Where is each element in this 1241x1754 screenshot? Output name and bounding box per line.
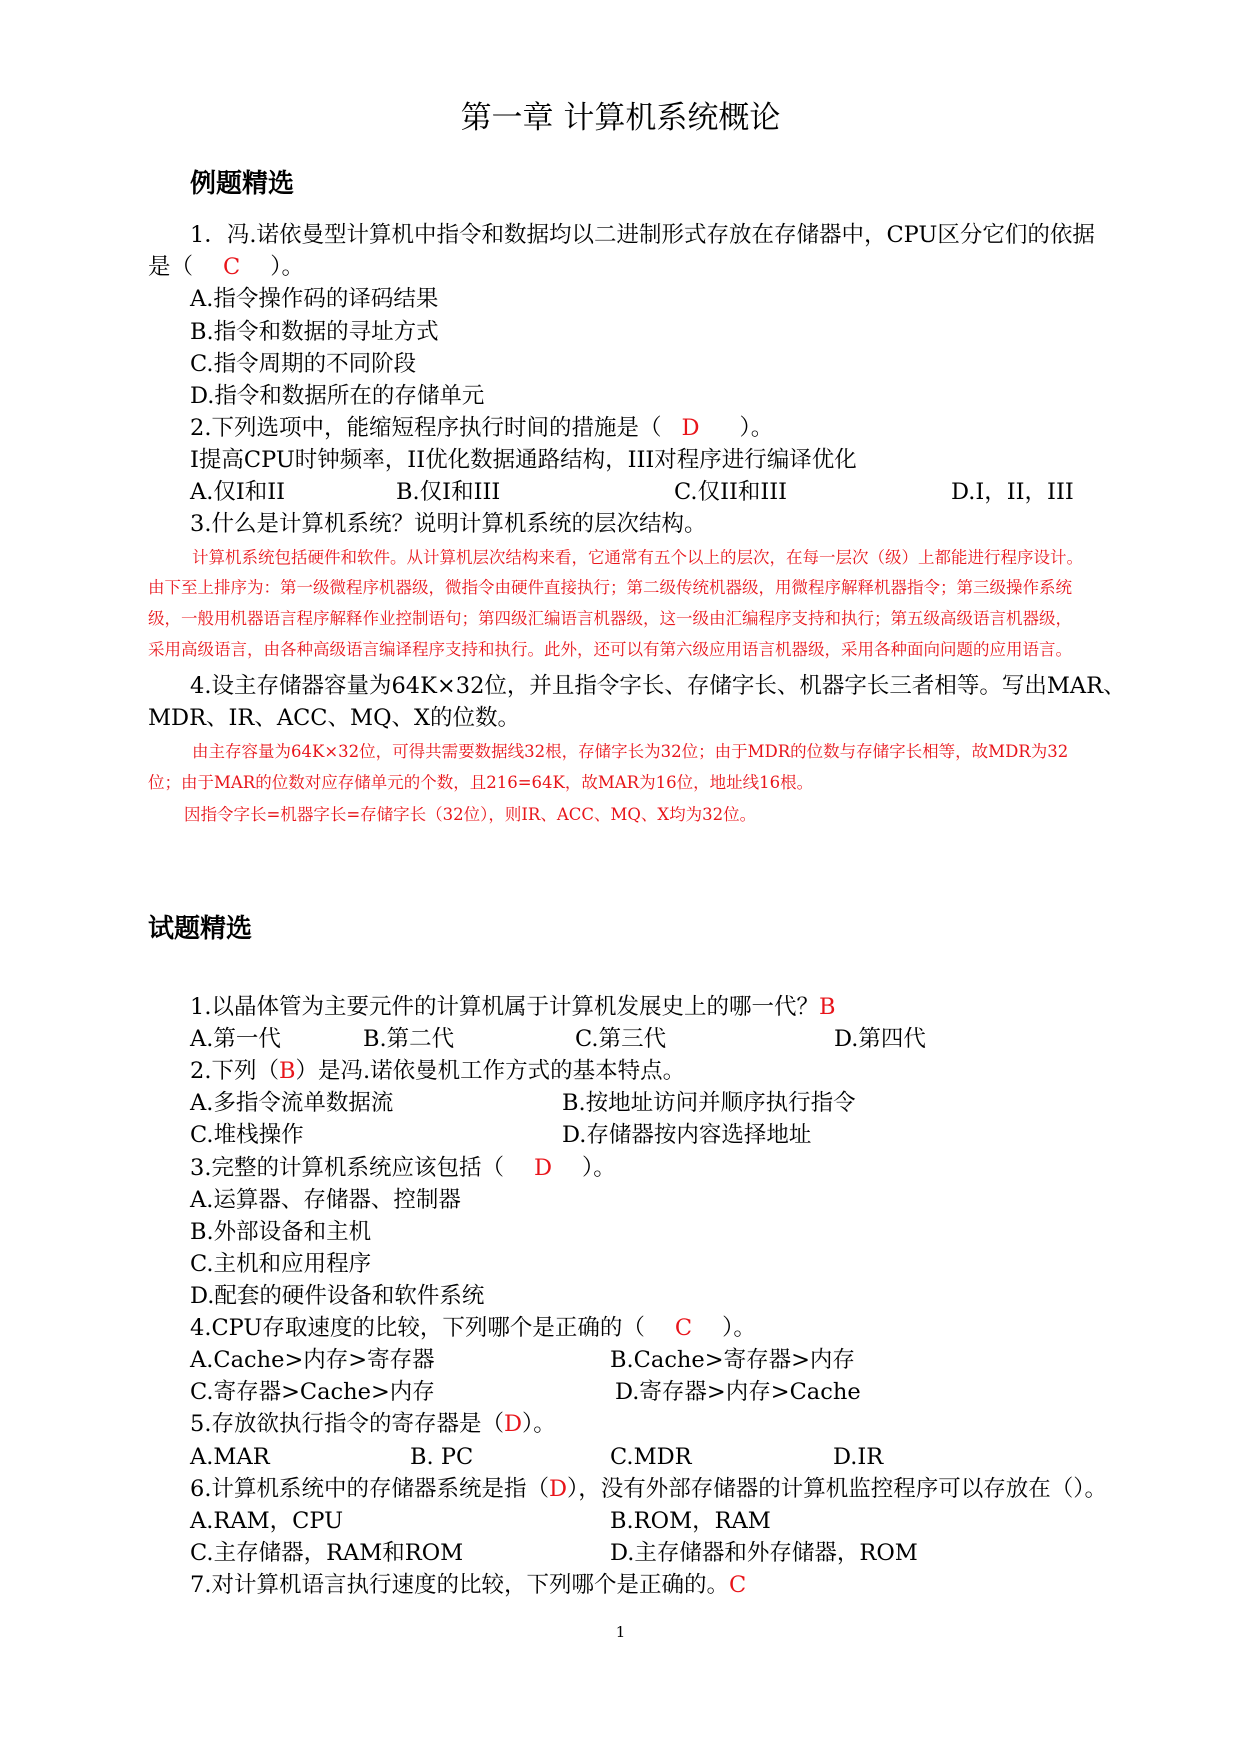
test-q2-post: ）是冯.诺依曼机工作方式的基本特点。 <box>295 1058 686 1084</box>
example-q1-option-b: B.指令和数据的寻址方式 <box>190 319 439 345</box>
example-q2-option-b: B.仅I和III <box>396 479 501 505</box>
test-q3-option-b: B.外部设备和主机 <box>190 1219 372 1245</box>
example-q2-post: ）。 <box>739 415 774 441</box>
section-heading-examples: 例题精选 <box>190 169 295 199</box>
test-q6-post: ），没有外部存储器的计算机监控程序可以存放在（）。 <box>567 1476 1108 1502</box>
test-q2-answer: B <box>278 1058 296 1084</box>
example-q4-line1: 4.设主存储器容量为64K×32位，并且指令字长、存储字长、机器字长三者相等。写出MAR、 <box>190 673 1126 699</box>
test-q4-option-d: D.寄存器>内存>Cache <box>615 1379 861 1405</box>
example-q4-answer-line1: 由主存容量为64K×32位，可得共需要数据线32根，存储字长为32位；由于MDR的位数与存储字长相等，故MDR为32 <box>192 742 1069 761</box>
test-q4-question <box>190 1313 756 1343</box>
example-q1-line1: 1．冯.诺依曼型计算机中指令和数据均以二进制形式存放在存储器中，CPU区分它们的依据 <box>190 222 1095 248</box>
example-q2-answer: D <box>681 415 700 441</box>
test-q5-question <box>190 1409 556 1439</box>
test-q3-question <box>190 1153 616 1183</box>
test-q6-answer: D <box>548 1476 568 1502</box>
example-q2-option-d: D.I，II，III <box>951 479 1074 505</box>
test-q7-answer: C <box>728 1572 747 1598</box>
test-q3-option-d: D.配套的硬件设备和软件系统 <box>190 1283 485 1309</box>
example-q2-pre: 2.下列选项中，能缩短程序执行时间的措施是（ <box>190 415 662 441</box>
test-q1-answer: B <box>818 994 836 1020</box>
example-q3-question: 3.什么是计算机系统？说明计算机系统的层次结构。 <box>190 511 707 537</box>
example-q4-answer-line3: 因指令字长=机器字长=存储字长（32位），则IR、ACC、MQ、X均为32位。 <box>184 805 757 824</box>
test-q5-pre: 5.存放欲执行指令的寄存器是（ <box>190 1411 504 1437</box>
example-q3-answer-line4: 采用高级语言，由各种高级语言编译程序支持和执行。此外，还可以有第六级应用语言机器级，采用各种面向问题的应用语言。 <box>148 640 1072 659</box>
example-q1-option-a: A.指令操作码的译码结果 <box>190 286 439 312</box>
test-q7-question <box>190 1570 746 1600</box>
test-q6-pre: 6.计算机系统中的存储器系统是指（ <box>190 1476 549 1502</box>
test-q3-option-a: A.运算器、存储器、控制器 <box>190 1187 461 1213</box>
test-q7-pre: 7.对计算机语言执行速度的比较，下列哪个是正确的。 <box>190 1572 729 1598</box>
example-q3-answer-line3: 级，一般用机器语言程序解释作业控制语句；第四级汇编语言机器级，这一级由汇编程序支持和执行；第五级高级语言机器级， <box>148 609 1072 628</box>
test-q4-post: ）。 <box>722 1315 756 1341</box>
test-q4-option-a: A.Cache>内存>寄存器 <box>190 1347 435 1373</box>
test-q2-pre: 2.下列（ <box>190 1058 279 1084</box>
test-q1-option-a: A.第一代 <box>190 1026 281 1052</box>
test-q6-option-d: D.主存储器和外存储器，ROM <box>610 1540 918 1566</box>
page-number: 1 <box>615 1623 626 1641</box>
test-q6-option-c: C.主存储器，RAM和ROM <box>190 1540 464 1566</box>
example-q1-option-c: C.指令周期的不同阶段 <box>190 351 417 377</box>
test-q6-option-a: A.RAM，CPU <box>190 1508 344 1534</box>
example-q2-option-c: C.仅II和III <box>674 479 788 505</box>
section-heading-tests: 试题精选 <box>148 914 253 944</box>
chapter-title: 第一章 计算机系统概论 <box>460 100 781 136</box>
test-q2-question <box>190 1056 685 1086</box>
test-q6-option-b: B.ROM，RAM <box>610 1508 771 1534</box>
test-q1-option-c: C.第三代 <box>575 1026 667 1052</box>
test-q2-option-b: B.按地址访问并顺序执行指令 <box>562 1090 856 1116</box>
test-q4-option-b: B.Cache>寄存器>内存 <box>610 1347 855 1373</box>
test-q3-answer: D <box>533 1155 553 1181</box>
test-q1-question <box>190 992 836 1022</box>
test-q3-option-c: C.主机和应用程序 <box>190 1251 372 1277</box>
test-q1-option-b: B.第二代 <box>363 1026 455 1052</box>
example-q2-question <box>190 413 773 443</box>
test-q5-option-d: D.IR <box>833 1444 884 1470</box>
example-q2-statement: I提高CPU时钟频率，II优化数据通路结构，III对程序进行编译优化 <box>190 447 857 473</box>
example-q1-answer: C <box>223 254 241 280</box>
example-q3-answer-line2: 由下至上排序为：第一级微程序机器级，微指令由硬件直接执行；第二级传统机器级，用微程序解释机器指令；第三级操作系统 <box>148 578 1072 597</box>
example-q1-line2 <box>148 252 304 282</box>
test-q4-pre: 4.CPU存取速度的比较，下列哪个是正确的（ <box>190 1315 645 1341</box>
example-q2-option-a: A.仅I和II <box>190 479 286 505</box>
example-q1-option-d: D.指令和数据所在的存储单元 <box>190 383 485 409</box>
test-q2-option-c: C.堆栈操作 <box>190 1122 304 1148</box>
test-q4-answer: C <box>674 1315 693 1341</box>
test-q5-option-b: B. PC <box>410 1444 474 1470</box>
test-q1-option-d: D.第四代 <box>834 1026 926 1052</box>
example-q4-answer-line2: 位；由于MAR的位数对应存储单元的个数，且216=64K，故MAR为16位，地址线16根。 <box>148 773 814 792</box>
example-q1-post: ）。 <box>270 254 304 280</box>
test-q6-question <box>190 1474 1107 1504</box>
example-q4-line2: MDR、IR、ACC、MQ、X的位数。 <box>148 705 521 731</box>
test-q3-pre: 3.完整的计算机系统应该包括（ <box>190 1155 504 1181</box>
example-q1-pre: 是（ <box>148 254 194 280</box>
test-q3-post: ）。 <box>582 1155 616 1181</box>
test-q2-option-a: A.多指令流单数据流 <box>190 1090 394 1116</box>
example-q3-answer-line1: 计算机系统包括硬件和软件。从计算机层次结构来看，它通常有五个以上的层次，在每一层次（级）上都能进行程序设计。 <box>192 548 1083 567</box>
test-q5-post: ）。 <box>522 1411 556 1437</box>
test-q5-answer: D <box>503 1411 523 1437</box>
test-q1-pre: 1.以晶体管为主要元件的计算机属于计算机发展史上的哪一代？ <box>190 994 819 1020</box>
test-q4-option-c: C.寄存器>Cache>内存 <box>190 1379 435 1405</box>
test-q5-option-a: A.MAR <box>190 1444 270 1470</box>
test-q2-option-d: D.存储器按内容选择地址 <box>562 1122 812 1148</box>
test-q5-option-c: C.MDR <box>610 1444 692 1470</box>
